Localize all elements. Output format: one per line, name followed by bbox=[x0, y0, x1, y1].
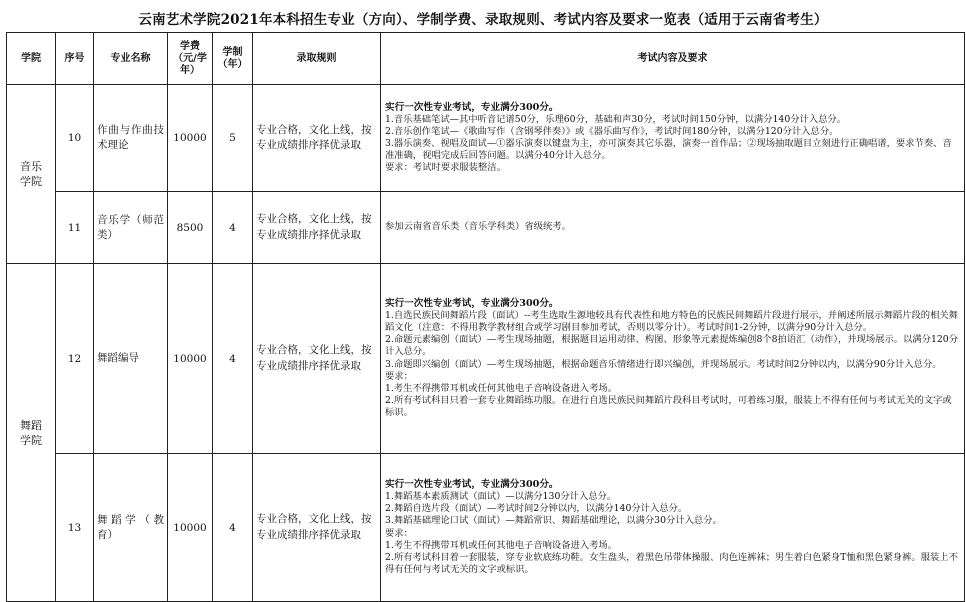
college-cell-music bbox=[7, 85, 56, 264]
header-index: 序号 bbox=[56, 33, 94, 85]
content-line: 要求： bbox=[385, 370, 413, 382]
content-line: 2.音乐创作笔试—《歌曲写作（含钢琴伴奏）》或《器乐曲写作》，考试时间180分钟，以满分120分计入总分。 bbox=[385, 125, 839, 137]
college-name-line2: 学院 bbox=[20, 433, 42, 447]
header-major: 专业名称 bbox=[94, 33, 168, 85]
page-title: 云南艺术学院2021年本科招生专业（方向）、学制学费、录取规则、考试内容及要求一览表（适用于云南省考生） bbox=[138, 12, 828, 28]
content-line: 实行一次性专业考试，专业满分300分。 bbox=[385, 298, 559, 310]
college-name-line1: 舞蹈 bbox=[20, 418, 42, 432]
content-line: 3.舞蹈基础理论口试（面试）—舞蹈常识、舞蹈基础理论，以满分30分计入总分。 bbox=[385, 515, 722, 527]
content-line: 1.考生不得携带耳机或任何其他电子音响设备进入考场。 bbox=[385, 539, 617, 551]
row-fee: 8500 bbox=[168, 192, 213, 264]
row-index: 12 bbox=[56, 264, 94, 454]
content-line: 2.所有考试科目着一套服装，穿专业软底练功鞋。女生盘头，着黑色吊带体操服、肉色连裤袜；男生着白色紧身T恤和黑色紧身裤。服装上不得有任何与考试无关的文字或标识。 bbox=[385, 551, 958, 575]
header-years-line2: （年） bbox=[217, 58, 248, 70]
college-name-line2: 学院 bbox=[20, 175, 42, 188]
content-line: 要求：考试时要求服装整洁。 bbox=[385, 162, 506, 174]
content-line: 1.自选民族民间舞蹈片段（面试）--考生选取生源地较具有代表性和地方特色的民族民间舞蹈片段进行展示，并阐述所展示舞蹈片段的相关舞蹈文化（注意：不得用教学教材组合或学习剧目参加考试，否则以零分计）。考试时间1-2分钟，以满分90分计入总分。 bbox=[385, 310, 958, 334]
row-index: 10 bbox=[56, 85, 94, 192]
header-content: 考试内容及要求 bbox=[381, 33, 965, 85]
table-header-row bbox=[7, 33, 965, 85]
header-fee bbox=[168, 33, 213, 85]
header-fee-line1: 学费 bbox=[180, 40, 200, 52]
row-years: 4 bbox=[213, 264, 253, 454]
admissions-table bbox=[6, 32, 965, 602]
content-line: 要求： bbox=[385, 527, 413, 539]
row-rule: 专业合格，文化上线，按专业成绩排序择优录取 bbox=[253, 192, 381, 264]
row-major: 舞蹈学（教育） bbox=[94, 454, 168, 602]
row-content bbox=[381, 454, 965, 602]
content-line: 2.所有考试科目只着一套专业舞蹈练功服。在进行自选民族民间舞蹈片段科目考试时，可着练习服，服装上不得有任何与考试无关的文字或标识。 bbox=[385, 394, 952, 418]
college-name-line1: 音乐 bbox=[20, 160, 42, 173]
content-line: 3.命题即兴编创（面试）—考生现场抽题，根据命题音乐情绪进行即兴编创，并现场展示。考试时间2分钟以内，以满分90分计入总分。 bbox=[385, 358, 942, 370]
row-major: 舞蹈编导 bbox=[94, 264, 168, 454]
row-content bbox=[381, 264, 965, 454]
table-row bbox=[7, 264, 965, 454]
content-line: 1.音乐基础笔试—其中听音记谱50分，乐理60分，基础和声30分，考试时间150分钟，以满分140分计入总分。 bbox=[385, 113, 847, 125]
row-content bbox=[381, 192, 965, 264]
row-years: 4 bbox=[213, 192, 253, 264]
row-rule: 专业合格，文化上线，按专业成绩排序择优录取 bbox=[253, 264, 381, 454]
row-major: 音乐学（师范类） bbox=[94, 192, 168, 264]
row-rule: 专业合格，文化上线，按专业成绩排序择优录取 bbox=[253, 454, 381, 602]
row-major: 作曲与作曲技术理论 bbox=[94, 85, 168, 192]
row-rule: 专业合格，文化上线，按专业成绩排序择优录取 bbox=[253, 85, 381, 192]
row-index: 11 bbox=[56, 192, 94, 264]
table-row bbox=[7, 85, 965, 192]
header-college: 学院 bbox=[7, 33, 56, 85]
row-years: 5 bbox=[213, 85, 253, 192]
content-line: 3.器乐演奏、视唱及面试—①器乐演奏以键盘为主，亦可演奏其它乐器，演奏一首作品；②现场抽取题目立刻进行正确唱谱，要求节奏、音准准确，视唱完成后回答问题。以满分40分计入总分。 bbox=[385, 138, 952, 162]
header-rule: 录取规则 bbox=[253, 33, 381, 85]
table-row bbox=[7, 192, 965, 264]
content-line: 实行一次性专业考试，专业满分300分。 bbox=[385, 479, 559, 491]
row-fee: 10000 bbox=[168, 264, 213, 454]
header-fee-line2: （元/学 bbox=[173, 52, 207, 64]
content-line: 实行一次性专业考试，专业满分300分。 bbox=[385, 101, 559, 113]
table-row bbox=[7, 454, 965, 602]
content-line: 2.命题元素编创（面试）—考生现场抽题，根据题目运用动律、构图、形象等元素提炼编创8个8拍语汇（动作），并现场展示。以满分120分计入总分。 bbox=[385, 334, 959, 358]
row-fee: 10000 bbox=[168, 85, 213, 192]
content-line: 1.舞蹈基本素质测试（面试）—以满分130分计入总分。 bbox=[385, 491, 617, 503]
header-years bbox=[213, 33, 253, 85]
row-content bbox=[381, 85, 965, 192]
content-line: 参加云南省音乐类（音乐学科类）省级统考。 bbox=[385, 221, 571, 233]
header-fee-line3: 年） bbox=[180, 64, 200, 76]
row-years: 4 bbox=[213, 454, 253, 602]
header-years-line1: 学制 bbox=[222, 46, 243, 58]
college-cell-dance bbox=[7, 264, 56, 602]
content-line: 2.舞蹈自选片段（面试）—考试时间2分钟以内，以满分140分计入总分。 bbox=[385, 503, 688, 515]
row-index: 13 bbox=[56, 454, 94, 602]
content-line: 1.考生不得携带耳机或任何其他电子音响设备进入考场。 bbox=[385, 382, 617, 394]
row-fee: 10000 bbox=[168, 454, 213, 602]
